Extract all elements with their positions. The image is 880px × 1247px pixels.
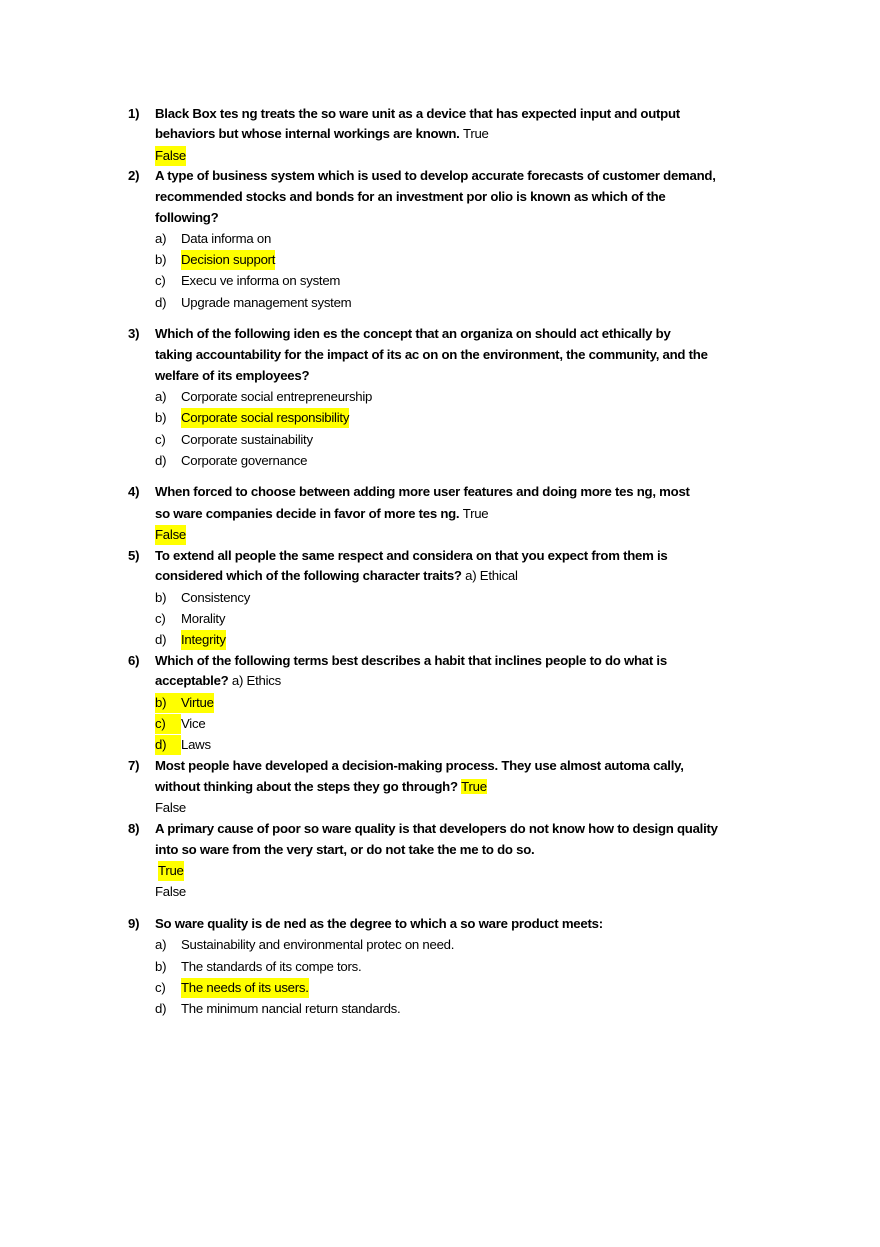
option-letter: c) — [155, 714, 181, 734]
question-number: 4) — [128, 484, 140, 499]
option-text: The standards of its compe tors. — [181, 959, 362, 974]
option-text-answer: Decision support — [181, 250, 275, 270]
option-letter: c) — [155, 611, 166, 626]
question-text: A primary cause of poor so ware quality is that developers do not know how to design quality — [155, 821, 718, 836]
option-false: False — [155, 800, 186, 815]
option-letter: a) — [155, 937, 167, 952]
question-text-line — [155, 504, 488, 524]
question-text: so ware companies decide in favor of more tes ng. — [155, 506, 460, 521]
option-false-answer: False — [155, 525, 186, 545]
question-number: 9) — [128, 916, 140, 931]
option-text-answer: Virtue — [181, 693, 214, 713]
option-letter: d) — [155, 632, 167, 647]
option-text: Vice — [181, 716, 206, 731]
option-true: True — [462, 506, 489, 521]
option-text: Consistency — [181, 590, 251, 605]
question-text: To extend all people the same respect and considera on that you expect from them is — [155, 548, 668, 563]
question-text: acceptable? — [155, 673, 229, 688]
question-number: 8) — [128, 821, 140, 836]
question-text-line — [155, 566, 518, 586]
option-letter: d) — [155, 453, 167, 468]
option-true-answer: True — [158, 861, 184, 881]
question-text: into so ware from the very start, or do not take the me to do so. — [155, 842, 535, 857]
option-letter: b) — [155, 252, 167, 267]
option-letter: d) — [155, 1001, 167, 1016]
option-true-answer: True — [461, 779, 487, 794]
question-text: A type of business system which is used to develop accurate forecasts of customer demand, — [155, 168, 716, 183]
question-text: Which of the following iden es the concept that an organiza on should act ethically by — [155, 326, 671, 341]
option-text: Sustainability and environmental protec on need. — [181, 937, 455, 952]
question-number: 2) — [128, 168, 140, 183]
option-text: Data informa on — [181, 231, 272, 246]
question-number: 7) — [128, 758, 140, 773]
question-number: 5) — [128, 548, 140, 563]
option-text: Corporate sustainability — [181, 432, 313, 447]
question-text-line — [155, 777, 487, 797]
question-text: taking accountability for the impact of its ac on on the environment, the community, and the — [155, 347, 708, 362]
option-true: True — [463, 126, 489, 141]
option-false-answer: False — [155, 146, 186, 166]
question-text: recommended stocks and bonds for an investment por olio is known as which of the — [155, 189, 666, 204]
question-text: considered which of the following character traits? — [155, 568, 462, 583]
question-text: without thinking about the steps they go through? — [155, 779, 458, 794]
question-text: Black Box tes ng treats the so ware unit as a device that has expected input and output — [155, 106, 680, 121]
question-number: 3) — [128, 326, 140, 341]
option-letter: b) — [155, 959, 167, 974]
option-text: Corporate social entrepreneurship — [181, 389, 373, 404]
option-a: a) Ethics — [231, 673, 281, 688]
question-text: following? — [155, 210, 219, 225]
option-letter: a) — [155, 389, 167, 404]
question-text-line — [155, 124, 489, 144]
option-letter: c) — [155, 273, 166, 288]
question-number: 1) — [128, 106, 140, 121]
question-text: Most people have developed a decision-making process. They use almost automa cally, — [155, 758, 684, 773]
question-text: behaviors but whose internal workings are known. — [155, 126, 460, 141]
option-text: Execu ve informa on system — [181, 273, 341, 288]
option-false: False — [155, 884, 186, 899]
option-text-answer: Integrity — [181, 630, 226, 650]
option-text-answer: The needs of its users. — [181, 978, 309, 998]
option-text: Upgrade management system — [181, 295, 352, 310]
option-text-answer: Corporate social responsibility — [181, 408, 349, 428]
question-text-line — [155, 671, 281, 691]
question-text: When forced to choose between adding more user features and doing more tes ng, most — [155, 484, 690, 499]
question-text: welfare of its employees? — [155, 368, 310, 383]
option-text: The minimum nancial return standards. — [181, 1001, 401, 1016]
option-letter: a) — [155, 231, 167, 246]
option-letter: c) — [155, 980, 166, 995]
option-a: a) Ethical — [465, 568, 518, 583]
option-text: Laws — [181, 737, 211, 752]
question-number: 6) — [128, 653, 140, 668]
option-letter: c) — [155, 432, 166, 447]
question-text: Which of the following terms best describes a habit that inclines people to do what is — [155, 653, 667, 668]
option-letter: b) — [155, 410, 167, 425]
option-text: Morality — [181, 611, 226, 626]
option-letter: d) — [155, 735, 181, 755]
option-letter: b) — [155, 693, 181, 713]
option-letter: b) — [155, 590, 167, 605]
option-letter: d) — [155, 295, 167, 310]
option-text: Corporate governance — [181, 453, 308, 468]
question-text: So ware quality is de ned as the degree to which a so ware product meets: — [155, 916, 603, 931]
